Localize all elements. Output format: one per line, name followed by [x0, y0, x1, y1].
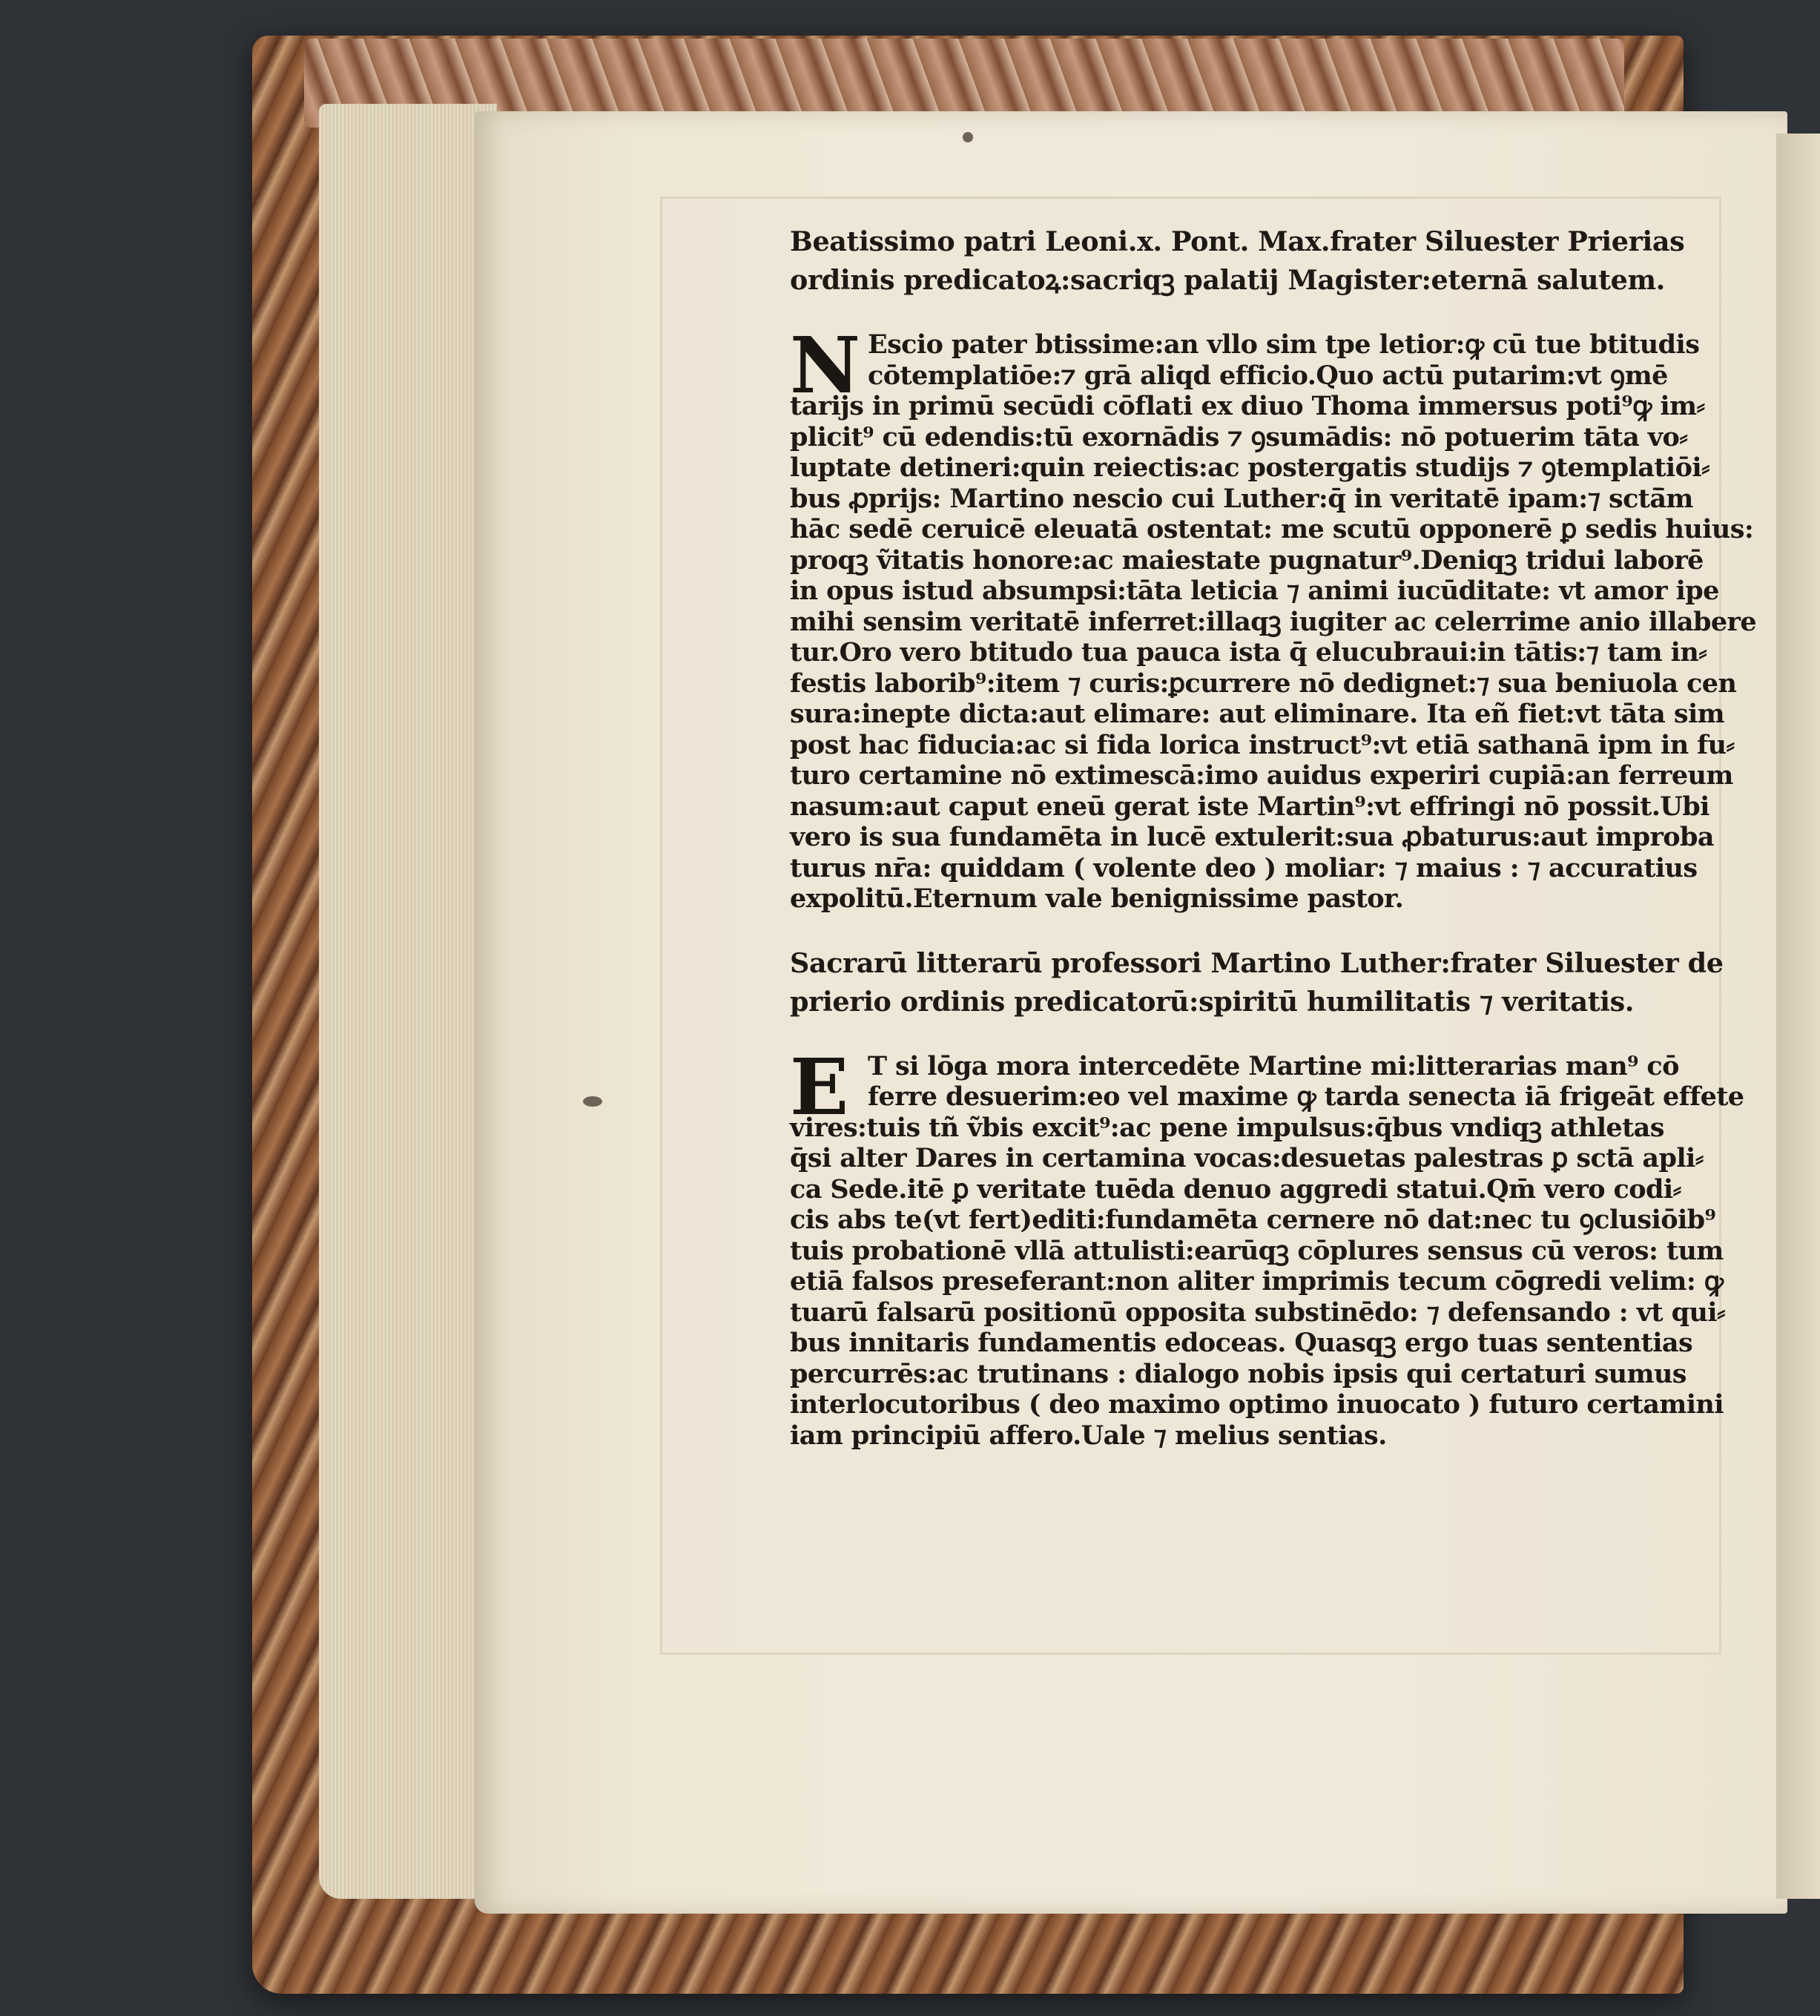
text-line: tur.Oro vero btitudo tua pauca ista q̄ elucubraui:in tātis:⁊ tam in⸗ [790, 637, 1707, 668]
text-line: ca Sede.itē ꝑ veritate tuēda denuo aggredi statui.Qm̄ vero codi⸗ [790, 1173, 1681, 1205]
text-line: tuis probationē vllā attulisti:earūqꝫ cōplures sensus cū veros: tum [790, 1235, 1724, 1266]
letter2-heading [790, 944, 1747, 1021]
spacer [790, 915, 1747, 944]
page-edges [319, 104, 497, 1899]
text-line: nasum:aut caput eneū gerat iste Martin⁹:vt effringi nō possit.Ubi [790, 791, 1709, 822]
heading-line: Beatissimo patri Leoni.x. Pont. Max.frater Siluester Prierias [790, 225, 1685, 257]
heading-line: prierio ordinis predicatorū:spiritū humilitatis ⁊ veritatis. [790, 985, 1635, 1018]
heading-line: ordinis predicatoꝝ:sacriqꝫ palatij Magister:eternā salutem. [790, 264, 1665, 296]
text-line: bus ꝓprijs: Martino nescio cui Luther:q̄ in veritatē ipam:⁊ sctā̄m [790, 483, 1693, 514]
text-line: cōtemplatiōe:⁊ grā aliqd efficio.Quo actū putarim:vt ꝯmē [868, 360, 1668, 391]
text-line: in opus istud absumpsi:tāta leticia ⁊ animi iucūditate: vt amor ipe [790, 576, 1719, 606]
text-line: bus innitaris fundamentis edoceas. Quasqꝫ ergo tuas sententias [790, 1328, 1693, 1358]
text-line: tuarū falsarū positionū opposita substinēdo: ⁊ defensando : vt qui⸗ [790, 1297, 1726, 1328]
text-line: plicit⁹ cū edendis:tū exornādis ⁊ ꝯsumādis: nō potuerim tāta vo⸗ [790, 421, 1688, 452]
text-line: vires:tuis tñ ṽbis excit⁹:ac pene impulsus:q̄bus vndiqꝫ athletas [790, 1112, 1664, 1143]
text-line: turo certamine nō extimescā:imo auidus experiri cupiā:an ferreum [790, 760, 1733, 791]
facing-page-edge [1776, 134, 1820, 1899]
text-line: interlocutoribus ( deo maximo optimo inuocato ) futuro certamini [790, 1389, 1724, 1420]
text-line: etiā falsos preseferant:non aliter imprimis tecum cōgredi velim: ꝙ [790, 1266, 1724, 1297]
text-line: tarijs in primū secūdi cōflati ex diuo Thoma immersus poti⁹ꝙ im⸗ [790, 391, 1705, 421]
text-line: expolitū.Eternum vale benignissime pastor. [790, 883, 1404, 914]
text-line: luptate detineri:quin reiectis:ac postergatis studijs ⁊ ꝯtemplatiōi⸗ [790, 452, 1710, 483]
text-line: Escio pater btissime:an vllo sim tpe letior:ꝙ cū tue btitudis [868, 329, 1700, 360]
text-line: post hac fiducia:ac si fida lorica instruct⁹:vt etiā sathanā ipm in fu⸗ [790, 729, 1735, 760]
text-line: turus nr̄a: quiddam ( volente deo ) moliar: ⁊ maius : ⁊ accuratius [790, 852, 1698, 883]
letter1-heading [790, 223, 1747, 300]
printed-text [790, 223, 1757, 1451]
text-line: ferre desuerim:eo vel maxime ꝙ tarda senecta iā frigeāt effete [868, 1081, 1744, 1112]
heading-line: Sacrarū litterarū professori Martino Luther:frater Siluester de [790, 946, 1724, 979]
letter1-body [790, 320, 1757, 915]
decorated-initial: E [790, 1041, 849, 1133]
text-line: percurrēs:ac trutinans : dialogo nobis ipsis qui certaturi sumus [790, 1358, 1687, 1389]
letter2-body [790, 1041, 1747, 1452]
text-line: hāc sedē ceruicē eleuatā ostentat: me scutū opponerē ꝑ sedis huius: [790, 514, 1754, 544]
text-line: mihi sensim veritatē inferret:illaqꝫ iugiter ac celerrime anio illabere [790, 606, 1757, 637]
text-line: proqꝫ ṽitatis honore:ac maiestate pugnatur⁹.Deniqꝫ tridui laborē [790, 544, 1704, 576]
text-line: vero is sua fundamēta in lucē extulerit:sua ꝓbaturus:aut improba [790, 822, 1714, 852]
text-line: q̄si alter Dares in certamina vocas:desuetas palestras ꝑ sctā apli⸗ [790, 1143, 1704, 1173]
wormhole-mark [963, 132, 973, 142]
decorated-initial: N [790, 320, 861, 411]
wormhole-mark [583, 1096, 602, 1107]
text-line: cis abs te(vt fert)editi:fundamēta cernere nō dat:nec tu ꝯclusiōib⁹ [790, 1205, 1716, 1235]
text-line: T si lōga mora intercedēte Martine mi:litterarias man⁹ cō [868, 1050, 1679, 1081]
text-line: festis laborib⁹:item ⁊ curis:ꝑcurrere nō dedignet:⁊ sua beniuola cen [790, 668, 1737, 699]
text-line: iam principiū affero.Uale ⁊ melius sentias. [790, 1420, 1387, 1451]
text-line: sura:inepte dicta:aut elimare: aut eliminare. Ita eñ fiet:vt tāta sim [790, 699, 1725, 729]
